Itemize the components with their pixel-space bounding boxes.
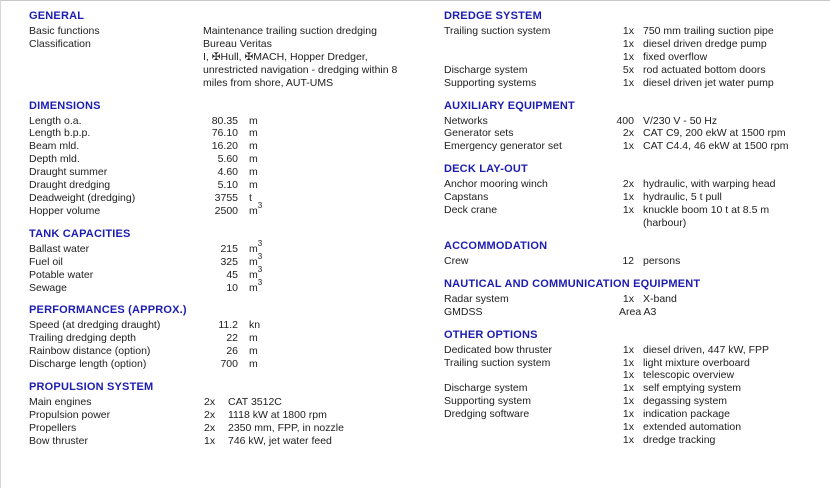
- spec-quantity: 1x: [622, 433, 634, 446]
- spec-section: [444, 278, 826, 319]
- spec-row: [29, 51, 416, 64]
- spec-row: [444, 25, 826, 38]
- spec-value: 3755: [214, 191, 238, 204]
- spec-unit: $m^3$: [249, 252, 263, 268]
- spec-row: [444, 38, 826, 51]
- spec-value: 2500: [214, 204, 238, 217]
- section-heading: NAUTICAL AND COMMUNICATION EQUIPMENT: [444, 277, 701, 290]
- spec-row: [29, 64, 416, 77]
- spec-row: [444, 204, 826, 217]
- spec-unit: m: [249, 127, 258, 140]
- spec-row: [444, 127, 826, 140]
- spec-description: 2350 mm, FPP, in nozzle: [228, 421, 344, 434]
- spec-description: 746 kW, jet water feed: [228, 434, 332, 447]
- spec-label: Bow thruster: [29, 434, 88, 447]
- spec-row: [29, 345, 416, 358]
- spec-label: Emergency generator set: [444, 140, 562, 153]
- section-heading: ACCOMMODATION: [444, 239, 548, 252]
- spec-label: Draught summer: [29, 166, 108, 179]
- spec-unit: m: [249, 345, 258, 358]
- spec-label: Radar system: [444, 292, 509, 305]
- spec-label: Anchor mooring winch: [444, 178, 548, 191]
- spec-label: [444, 51, 611, 64]
- spec-label: [444, 217, 611, 230]
- spec-description: extended automation: [643, 421, 742, 434]
- spec-row: [444, 140, 826, 153]
- spec-value: 5.60: [217, 153, 238, 166]
- spec-quantity: 400: [616, 114, 634, 127]
- spec-row: [444, 369, 826, 382]
- section-heading: DIMENSIONS: [29, 99, 101, 112]
- spec-section: [29, 100, 416, 218]
- spec-description: fixed overflow: [643, 50, 708, 63]
- spec-unit: kn: [249, 319, 261, 332]
- spec-text: miles from shore, AUT-UMS: [203, 76, 334, 89]
- spec-quantity: 1x: [622, 343, 634, 356]
- spec-label: GMDSS: [444, 305, 483, 318]
- spec-description: diesel driven jet water pump: [643, 76, 774, 89]
- spec-section: [29, 304, 416, 371]
- spec-row: [29, 332, 416, 345]
- spec-row: [29, 25, 416, 38]
- spec-label: [444, 421, 611, 434]
- spec-row: [29, 38, 416, 51]
- spec-row: [29, 319, 416, 332]
- spec-quantity: 12: [622, 254, 634, 267]
- spec-unit: $m^3$: [249, 265, 263, 281]
- spec-description: 750 mm trailing suction pipe: [643, 25, 774, 37]
- spec-label: Trailing dredging depth: [29, 332, 137, 345]
- section-heading: GENERAL: [29, 10, 85, 22]
- spec-quantity: 1x: [622, 25, 634, 37]
- spec-row: [444, 51, 826, 64]
- spec-text: Maintenance trailing suction dredging: [203, 25, 377, 37]
- spec-quantity: 1x: [622, 292, 634, 305]
- spec-label: Ballast water: [29, 242, 90, 255]
- spec-label: [444, 38, 611, 51]
- spec-description: diesel driven, 447 kW, FPP: [643, 343, 770, 356]
- spec-value: 26: [226, 345, 238, 358]
- spec-row: [444, 421, 826, 434]
- spec-unit: $m^3$: [249, 201, 263, 217]
- spec-label: Length o.a.: [29, 114, 82, 127]
- spec-description: knuckle boom 10 t at 8.5 m: [643, 204, 770, 217]
- spec-description: V/230 V - 50 Hz: [643, 114, 718, 127]
- spec-description: Area A3: [619, 305, 657, 318]
- spec-quantity: 1x: [622, 37, 634, 50]
- spec-section: [29, 381, 416, 448]
- spec-label: Generator sets: [444, 127, 514, 140]
- spec-text: unrestricted navigation - dredging within 8: [203, 63, 398, 76]
- spec-row: [444, 217, 826, 230]
- spec-row: [29, 179, 416, 192]
- spec-unit: m: [249, 179, 258, 192]
- section-heading: DECK LAY-OUT: [444, 163, 528, 176]
- spec-label: Depth mld.: [29, 153, 80, 166]
- spec-quantity: 1x: [622, 408, 634, 421]
- spec-row: [444, 382, 826, 395]
- spec-unit: m: [249, 358, 258, 371]
- spec-quantity: 1x: [622, 76, 634, 89]
- spec-label: Discharge length (option): [29, 358, 147, 371]
- spec-quantity: 1x: [622, 140, 634, 153]
- spec-unit: m: [249, 332, 258, 345]
- spec-row: [29, 201, 416, 218]
- spec-unit: m: [249, 166, 258, 179]
- spec-column-right: [444, 10, 826, 457]
- spec-column-left: [29, 10, 416, 458]
- section-heading: PERFORMANCES (APPROX.): [29, 304, 187, 317]
- spec-row: [29, 192, 416, 205]
- spec-value: 5.10: [217, 179, 238, 192]
- spec-row: [29, 153, 416, 166]
- spec-label: Basic functions: [29, 25, 100, 37]
- spec-label: [29, 77, 201, 90]
- spec-label: Fuel oil: [29, 255, 63, 268]
- spec-unit: $m^3$: [249, 239, 263, 255]
- spec-row: [444, 395, 826, 408]
- spec-row: [444, 357, 826, 370]
- spec-label: Supporting system: [444, 395, 531, 408]
- spec-value: 4.60: [217, 166, 238, 179]
- spec-description: (harbour): [643, 216, 687, 229]
- spec-row: [29, 409, 416, 422]
- spec-label: Main engines: [29, 396, 92, 409]
- spec-quantity: 2x: [622, 127, 634, 140]
- spec-description: 1118 kW at 1800 rpm: [228, 408, 327, 421]
- spec-section: [444, 329, 826, 447]
- spec-label: Draught dredging: [29, 179, 111, 192]
- spec-quantity: 1x: [622, 382, 634, 395]
- spec-row: [444, 191, 826, 204]
- spec-quantity: 5x: [622, 63, 634, 76]
- spec-section: [29, 10, 416, 90]
- spec-label: Speed (at dredging draught): [29, 319, 161, 332]
- spec-row: [444, 115, 826, 128]
- spec-row: [29, 396, 416, 409]
- spec-quantity: [611, 217, 634, 230]
- spec-row: [444, 434, 826, 447]
- spec-section: [444, 10, 826, 90]
- section-heading: AUXILIARY EQUIPMENT: [444, 99, 575, 112]
- spec-unit: $m^3$: [249, 278, 263, 294]
- spec-quantity: 1x: [622, 421, 634, 434]
- spec-description: hydraulic, with warping head: [643, 178, 776, 191]
- spec-description: hydraulic, 5 t pull: [643, 191, 722, 204]
- spec-row: [29, 166, 416, 179]
- spec-value: 325: [220, 255, 238, 268]
- spec-quantity: 2x: [204, 421, 216, 434]
- spec-label: Dredging software: [444, 408, 530, 421]
- spec-unit: m: [249, 153, 258, 166]
- spec-value: 76.10: [211, 127, 238, 140]
- spec-label: Propellers: [29, 421, 77, 434]
- spec-quantity: 1x: [204, 434, 216, 447]
- spec-label: Classification: [29, 37, 91, 50]
- spec-description: degassing system: [643, 395, 728, 408]
- spec-label: Deadweight (dredging): [29, 191, 136, 204]
- spec-quantity: 1x: [622, 395, 634, 408]
- spec-section: [29, 228, 416, 295]
- spec-description: CAT C4.4, 46 ekW at 1500 rpm: [643, 140, 789, 153]
- spec-label: [29, 51, 201, 64]
- spec-description: persons: [643, 254, 681, 267]
- spec-row: [444, 77, 826, 90]
- spec-label: Beam mld.: [29, 140, 80, 153]
- section-heading: DREDGE SYSTEM: [444, 10, 542, 22]
- spec-value: 16.20: [211, 140, 238, 153]
- spec-description: dredge tracking: [643, 433, 716, 446]
- spec-row: [29, 252, 416, 269]
- spec-label: Crew: [444, 254, 469, 267]
- spec-quantity: 2x: [622, 178, 634, 191]
- spec-row: [29, 422, 416, 435]
- spec-quantity: 1x: [622, 50, 634, 63]
- spec-label: Trailing suction system: [444, 356, 551, 369]
- spec-label: [29, 64, 201, 77]
- spec-value: 700: [220, 358, 238, 371]
- spec-quantity: 2x: [204, 396, 216, 409]
- spec-row: [444, 306, 826, 319]
- spec-description: rod actuated bottom doors: [643, 63, 766, 76]
- spec-quantity: 1x: [622, 204, 634, 217]
- spec-label: Rainbow distance (option): [29, 345, 151, 358]
- spec-label: Discharge system: [444, 63, 528, 76]
- spec-description: X-band: [643, 292, 677, 305]
- section-heading: TANK CAPACITIES: [29, 227, 131, 240]
- spec-row: [29, 358, 416, 371]
- spec-row: [29, 140, 416, 153]
- spec-description: indication package: [643, 408, 730, 421]
- spec-value: 80.35: [211, 114, 238, 127]
- spec-row: [29, 127, 416, 140]
- spec-text: Bureau Veritas: [203, 37, 272, 50]
- spec-quantity: 1x: [622, 356, 634, 369]
- spec-row: [444, 293, 826, 306]
- spec-description: light mixture overboard: [643, 356, 750, 369]
- spec-label: Length b.p.p.: [29, 127, 91, 140]
- spec-description: telescopic overview: [643, 369, 735, 382]
- spec-unit: t: [249, 191, 252, 204]
- spec-row: [444, 408, 826, 421]
- spec-label: Discharge system: [444, 382, 528, 395]
- spec-label: Dedicated bow thruster: [444, 343, 552, 356]
- spec-label: Trailing suction system: [444, 25, 551, 37]
- spec-unit: m: [249, 140, 258, 153]
- spec-value: 22: [226, 332, 238, 345]
- spec-row: [444, 255, 826, 268]
- spec-row: [29, 115, 416, 128]
- spec-row: [29, 77, 416, 90]
- spec-section: [444, 100, 826, 154]
- spec-label: Deck crane: [444, 204, 498, 217]
- spec-description: CAT 3512C: [228, 396, 282, 409]
- spec-label: [444, 369, 611, 382]
- spec-description: self emptying system: [643, 382, 742, 395]
- spec-value: 10: [226, 281, 238, 294]
- spec-quantity: 1x: [622, 369, 634, 382]
- spec-row: [29, 278, 416, 295]
- spec-label: Networks: [444, 114, 488, 127]
- spec-value: 45: [226, 268, 238, 281]
- spec-label: Hopper volume: [29, 204, 101, 217]
- section-heading: PROPULSION SYSTEM: [29, 381, 154, 394]
- spec-quantity: 1x: [622, 191, 634, 204]
- spec-section: [444, 240, 826, 268]
- spec-row: [29, 435, 416, 448]
- spec-label: Sewage: [29, 281, 67, 294]
- spec-value: 215: [220, 242, 238, 255]
- spec-description: diesel driven dredge pump: [643, 37, 767, 50]
- spec-quantity: 2x: [204, 408, 216, 421]
- spec-row: [29, 265, 416, 282]
- spec-value: 11.2: [218, 319, 238, 332]
- spec-label: Propulsion power: [29, 408, 111, 421]
- spec-section: [444, 163, 826, 230]
- spec-label: Supporting systems: [444, 76, 537, 89]
- spec-unit: m: [249, 114, 258, 127]
- section-heading: OTHER OPTIONS: [444, 328, 538, 341]
- spec-description: CAT C9, 200 ekW at 1500 rpm: [643, 127, 786, 140]
- spec-label: [444, 434, 611, 447]
- spec-label: Potable water: [29, 268, 94, 281]
- spec-row: [444, 64, 826, 77]
- spec-row: [444, 344, 826, 357]
- spec-label: Capstans: [444, 191, 489, 204]
- spec-row: [444, 178, 826, 191]
- spec-text: I, ✠Hull, ✠MACH, Hopper Dredger,: [203, 50, 368, 63]
- spec-row: [29, 239, 416, 256]
